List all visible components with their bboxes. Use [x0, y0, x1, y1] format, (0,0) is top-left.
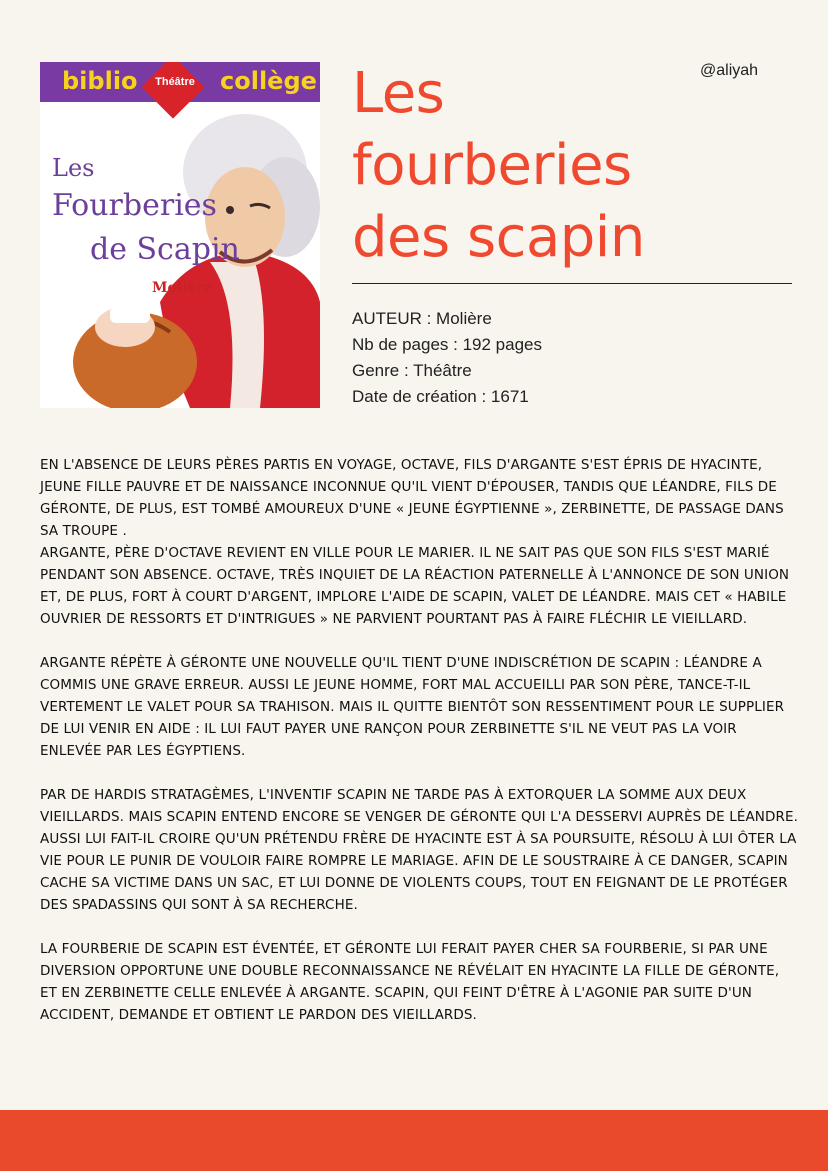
- cover-title-line2: Fourberies: [52, 188, 217, 223]
- cover-author: Molière: [152, 280, 213, 296]
- summary: [40, 454, 800, 1048]
- cover-title-line3: de Scapin: [90, 232, 240, 267]
- cover-badge: Théâtre: [155, 76, 195, 88]
- page-title-line3: des scapin: [352, 205, 645, 270]
- summary-paragraph-1b: ARGANTE, PÈRE D'OCTAVE REVIENT EN VILLE POUR LE MARIER. IL NE SAIT PAS QUE SON FILS S'EST MARIÉ PENDANT SON ABSENCE. OCTAVE, TRÈS INQUIET DE LA RÉACTION PATERNELLE À L'ANNONCE DE SON UNION ET, DE PLUS, FORT À COURT D'ARGENT, IMPLORE L'AIDE DE SCAPIN, VALET DE LÉANDRE. MAIS CET « HABILE OUVRIER DE RESSORTS ET D'INTRIGUES » NE PARVIENT POURTANT PAS À FAIRE FLÉCHIR LE VIEILLARD.: [40, 545, 790, 627]
- book-meta: [352, 306, 542, 410]
- meta-author: AUTEUR : Molière: [352, 309, 492, 328]
- cover-title-line1: Les: [52, 154, 95, 182]
- page-title: [352, 58, 792, 274]
- page-title-line2: fourberies: [352, 133, 632, 198]
- summary-paragraph-3: PAR DE HARDIS STRATAGÈMES, L'INVENTIF SCAPIN NE TARDE PAS À EXTORQUER LA SOMME AUX DEUX VIEILLARDS. MAIS SCAPIN ENTEND ENCORE SE VENGER DE GÉRONTE QUI L'A DESSERVI AUPRÈS DE LÉANDRE. AUSSI LUI FAIT-IL CROIRE QU'UN PRÉTENDU FRÈRE DE HYACINTE EST À SA POURSUITE, RÉSOLU À LUI ÔTER LA VIE POUR LE PUNIR DE VOULOIR FAIRE ROMPRE LE MARIAGE. AFIN DE LE SOUSTRAIRE À CE DANGER, SCAPIN CACHE SA VICTIME DANS UN SAC, ET LUI DONNE DE VIOLENTS COUPS, TOUT EN FEIGNANT DE LE PROTÉGER DES SPADASSINS QUI SONT À SA RECHERCHE.: [40, 787, 798, 913]
- footer-bar: [0, 1110, 828, 1171]
- summary-paragraph-2: ARGANTE RÉPÈTE À GÉRONTE UNE NOUVELLE QU'IL TIENT D'UNE INDISCRÉTION DE SCAPIN : LÉANDRE A COMMIS UNE GRAVE ERREUR. AUSSI LE JEUNE HOMME, FORT MAL ACCUEILLI PAR SON PÈRE, TANCE-T-IL VERTEMENT LE VALET POUR SA TRAHISON. MAIS IL QUITTE BIENTÔT SON RESSENTIMENT POUR LE SUPPLIER DE LUI VENIR EN AIDE : IL LUI FAUT PAYER UNE RANÇON POUR ZERBINETTE S'IL NE VEUT PAS LA VOIR ENLEVÉE PAR LES ÉGYPTIENS.: [40, 655, 785, 759]
- summary-paragraph-4: LA FOURBERIE DE SCAPIN EST ÉVENTÉE, ET GÉRONTE LUI FERAIT PAYER CHER SA FOURBERIE, SI PAR UNE DIVERSION OPPORTUNE UNE DOUBLE RECONNAISSANCE NE RÉVÉLAIT EN HYACINTE LA FILLE DE GÉRONTE, ET EN ZERBINETTE CELLE ENLEVÉE À ARGANTE. SCAPIN, QUI FEINT D'ÊTRE À L'AGONIE PAR SUITE D'UN ACCIDENT, DEMANDE ET OBTIENT LE PARDON DES VIEILLARDS.: [40, 941, 780, 1023]
- author-handle: @aliyah: [700, 62, 759, 79]
- meta-pages: Nb de pages : 192 pages: [352, 335, 542, 354]
- cover-band-right: collège: [220, 67, 317, 95]
- page-title-line1: Les: [352, 61, 445, 126]
- book-cover: [40, 62, 320, 408]
- meta-genre: Genre : Théâtre: [352, 361, 472, 380]
- summary-paragraph-1: [40, 454, 800, 630]
- summary-paragraph-1a: EN L'ABSENCE DE LEURS PÈRES PARTIS EN VOYAGE, OCTAVE, FILS D'ARGANTE S'EST ÉPRIS DE HYACINTE, JEUNE FILLE PAUVRE ET DE NAISSANCE INCONNUE QU'IL VIENT D'ÉPOUSER, TANDIS QUE LÉANDRE, FILS DE GÉRONTE, DE PLUS, EST TOMBÉ AMOUREUX D'UNE « JEUNE ÉGYPTIENNE », ZERBINETTE, DE PASSAGE DANS SA TROUPE .: [40, 457, 784, 539]
- title-divider: [352, 283, 792, 284]
- meta-date: Date de création : 1671: [352, 387, 529, 406]
- cover-band-left: biblio: [62, 67, 138, 95]
